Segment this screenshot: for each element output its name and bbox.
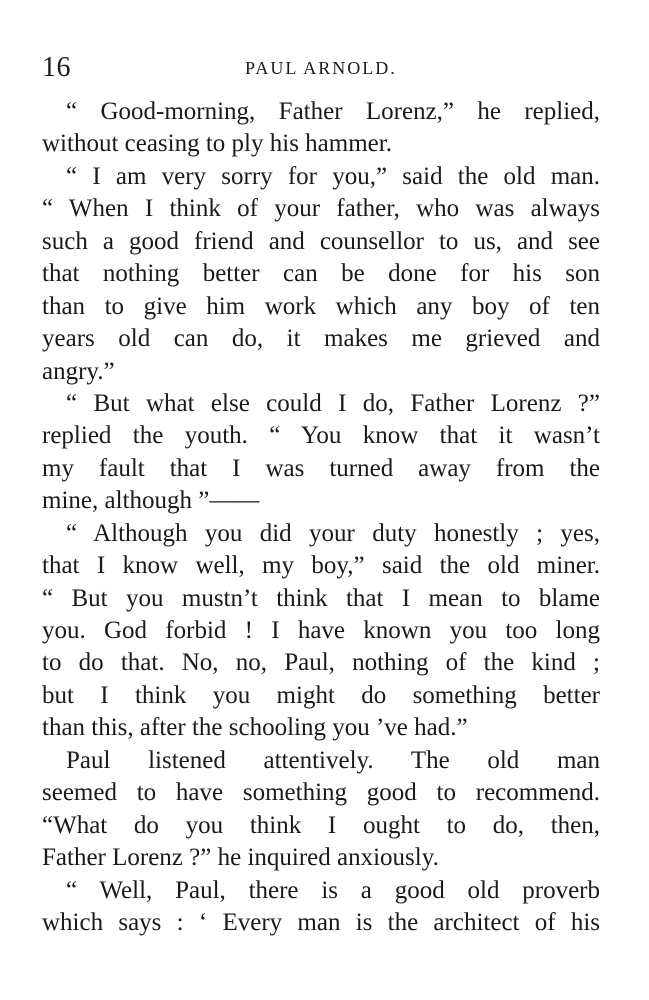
text-line: you. God forbid ! I have known you too long	[42, 617, 600, 644]
text-line: without ceasing to ply his hammer.	[42, 130, 392, 158]
text-line: seemed to have something good to recommend.	[42, 779, 600, 807]
text-line: mine, although ”——	[42, 487, 260, 515]
text-line: “ Good-morning, Father Lorenz,” he replied,	[66, 98, 600, 125]
text-line: “What do you think I ought to do, then,	[42, 811, 600, 839]
text-line: that nothing better can be done for his son	[42, 260, 600, 288]
text-line: than to give him work which any boy of ten	[42, 292, 600, 320]
text-line: to do that. No, no, Paul, nothing of the kind ;	[42, 649, 600, 677]
running-title: PAUL ARNOLD.	[245, 58, 397, 78]
text-line: that I know well, my boy,” said the old miner.	[42, 552, 600, 580]
text-line: Paul listened attentively. The old man	[66, 746, 600, 774]
body-text	[42, 96, 600, 939]
page-header	[42, 48, 600, 88]
text-line: “ But you mustn’t think that I mean to blame	[42, 584, 600, 612]
text-line: “ I am very sorry for you,” said the old man.	[66, 162, 600, 190]
text-line: my fault that I was turned away from the	[42, 454, 600, 482]
text-line: but I think you might do something better	[42, 681, 600, 709]
text-line: angry.”	[42, 357, 115, 385]
text-line: “ But what else could I do, Father Lorenz ?”	[66, 389, 600, 417]
text-line: years old can do, it makes me grieved and	[42, 325, 600, 353]
text-line: than this, after the schooling you ’ve had.”	[42, 714, 468, 742]
text-line: “ When I think of your father, who was always	[42, 195, 600, 223]
text-line: such a good friend and counsellor to us, and see	[42, 227, 600, 255]
text-line: “ Although you did your duty honestly ; yes,	[66, 519, 600, 547]
page-number: 16	[42, 52, 71, 83]
text-line: Father Lorenz ?” he inquired anxiously.	[42, 844, 439, 872]
text-line: replied the youth. “ You know that it wasn’t	[42, 422, 600, 450]
text-line: “ Well, Paul, there is a good old proverb	[66, 876, 600, 904]
text-line: which says : ‘ Every man is the architect of his	[42, 908, 600, 936]
